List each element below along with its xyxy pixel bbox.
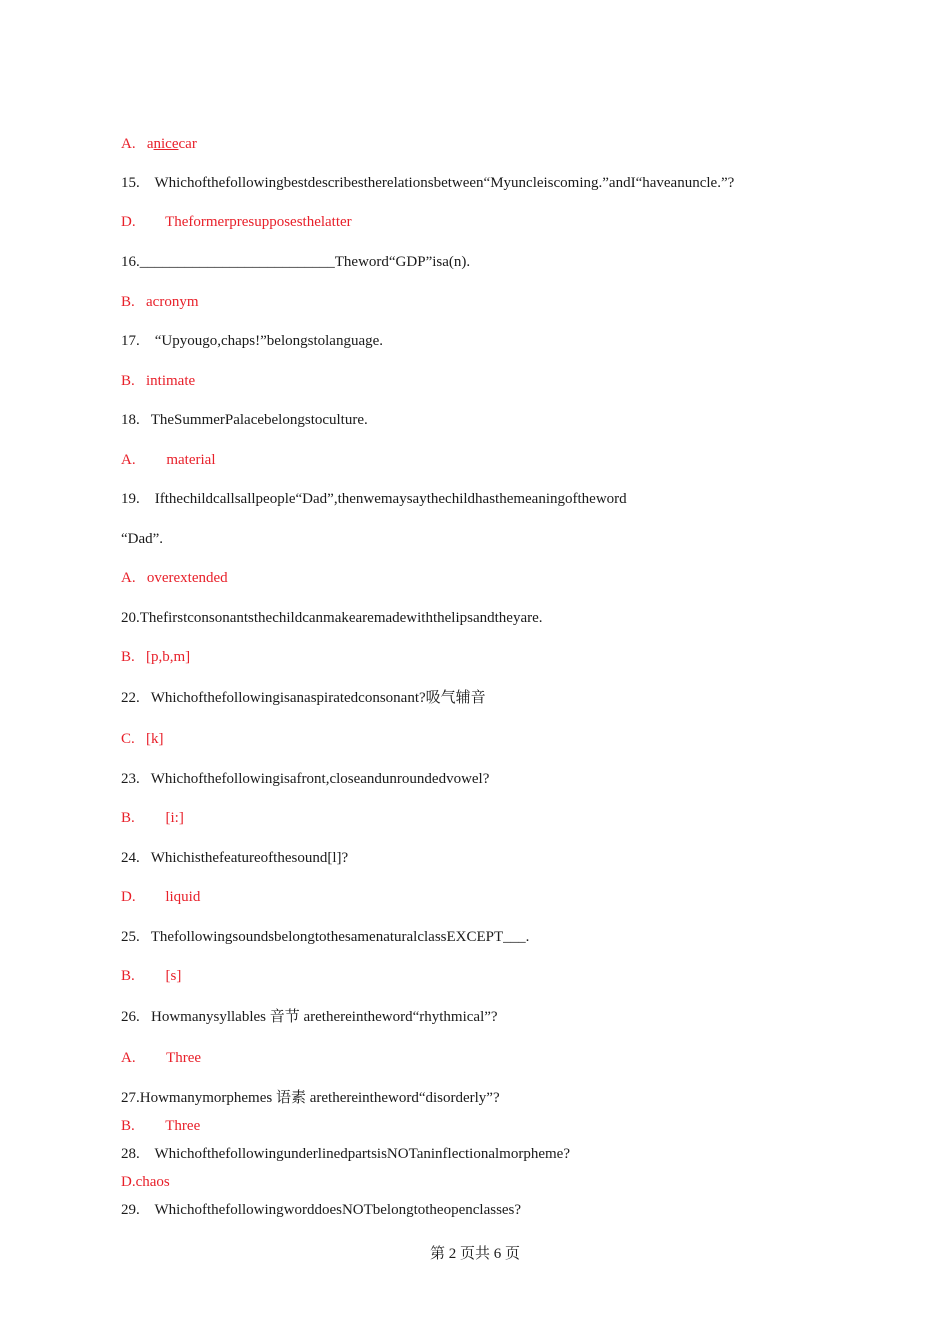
question-text: “Dad”.	[121, 531, 164, 547]
question-text: WhichofthefollowingunderlinedpartsisNOTaninflectionalmorpheme?	[154, 1146, 570, 1162]
question-number: 25.	[121, 929, 140, 945]
answer-line	[121, 808, 184, 828]
question-text: 20.Thefirstconsonantsthechildcanmakearemadewiththelipsandtheyare.	[121, 610, 543, 626]
question-line	[121, 1200, 521, 1220]
answer-text: Three	[165, 1118, 201, 1134]
question-text: Whichisthefeatureofthesound[l]?	[150, 850, 349, 866]
answer-text-underlined: nice	[153, 136, 179, 152]
answer-text: [p,b,m]	[146, 649, 191, 665]
question-line-continuation	[121, 529, 163, 549]
answer-line	[121, 1116, 200, 1136]
question-number: 26.	[121, 1009, 140, 1025]
answer-text: [i:]	[165, 810, 184, 826]
option-label: B.	[121, 373, 135, 389]
question-line	[121, 608, 543, 628]
answer-line	[121, 729, 164, 749]
question-number: 28.	[121, 1146, 140, 1162]
answer-text: acronym	[146, 294, 199, 310]
answer-text: [s]	[165, 968, 182, 984]
question-line	[121, 1007, 498, 1027]
answer-line	[121, 966, 181, 986]
question-line	[121, 173, 734, 193]
question-number: 29.	[121, 1202, 140, 1218]
option-label: B.	[121, 968, 135, 984]
question-line	[121, 688, 486, 708]
question-line	[121, 769, 489, 789]
page-footer: 第 2 页共 6 页	[429, 1246, 520, 1262]
answer-line	[121, 887, 200, 907]
question-line	[121, 927, 529, 947]
answer-text: Theformerpresupposesthelatter	[165, 214, 352, 230]
option-label: A.	[121, 570, 136, 586]
answer-text: [k]	[146, 731, 164, 747]
question-number: 18.	[121, 412, 140, 428]
question-text: Ifthechildcallsallpeople“Dad”,thenwemaysaythechildhasthemeaningoftheword	[154, 491, 627, 507]
question-text: ThefollowingsoundsbelongtothesamenaturalclassEXCEPT___.	[150, 929, 530, 945]
question-number: 24.	[121, 850, 140, 866]
option-label: A.	[121, 452, 136, 468]
answer-line	[121, 568, 228, 588]
question-line	[121, 848, 348, 868]
answer-text: material	[166, 452, 216, 468]
question-text: Howmanysyllables 音节 arethereintheword“rhythmical”?	[151, 1009, 498, 1025]
question-number: 17.	[121, 333, 140, 349]
answer-line	[121, 450, 215, 470]
question-number: 23.	[121, 771, 140, 787]
answer-line	[121, 134, 197, 154]
answer-line	[121, 1172, 170, 1192]
option-label: C.	[121, 731, 135, 747]
option-label: D.	[121, 214, 136, 230]
answer-text: liquid	[165, 889, 201, 905]
answer-line	[121, 212, 352, 232]
answer-line	[121, 1048, 201, 1068]
question-line	[121, 331, 383, 351]
option-label: B.	[121, 1118, 135, 1134]
question-number: 15.	[121, 175, 140, 191]
answer-text: Three	[166, 1050, 202, 1066]
option-label: A.	[121, 1050, 136, 1066]
question-line	[121, 489, 627, 509]
answer-text: overextended	[146, 570, 228, 586]
question-text: Whichofthefollowingisanaspiratedconsonant?吸气辅音	[150, 690, 486, 706]
answer-line	[121, 292, 199, 312]
option-label: D.	[121, 889, 136, 905]
answer-text-post: car	[178, 136, 197, 152]
question-text: 16.__________________________Theword“GDP”isa(n).	[121, 254, 471, 270]
question-line	[121, 410, 368, 430]
option-label: A.	[121, 136, 136, 152]
question-number: 22.	[121, 690, 140, 706]
answer-line	[121, 647, 190, 667]
answer-text: D.chaos	[121, 1174, 170, 1190]
question-text: 27.Howmanymorphemes 语素 arethereintheword“disorderly”?	[121, 1090, 500, 1106]
option-label: B.	[121, 294, 135, 310]
question-text: Whichofthefollowingbestdescribestherelationsbetween“Myuncleiscoming.”andI“haveanuncle.”?	[154, 175, 735, 191]
option-label: B.	[121, 810, 135, 826]
answer-line	[121, 371, 195, 391]
question-text: Whichofthefollowingisafront,closeandunroundedvowel?	[150, 771, 490, 787]
answer-text-pre: a	[146, 136, 154, 152]
answer-text: intimate	[146, 373, 196, 389]
question-text: WhichofthefollowingworddoesNOTbelongtotheopenclasses?	[154, 1202, 522, 1218]
question-text: TheSummerPalacebelongstoculture.	[150, 412, 368, 428]
option-label: B.	[121, 649, 135, 665]
question-line	[121, 1088, 500, 1108]
question-line	[121, 1144, 570, 1164]
question-text: “Upyougo,chaps!”belongstolanguage.	[154, 333, 384, 349]
question-line	[121, 252, 470, 272]
question-number: 19.	[121, 491, 140, 507]
